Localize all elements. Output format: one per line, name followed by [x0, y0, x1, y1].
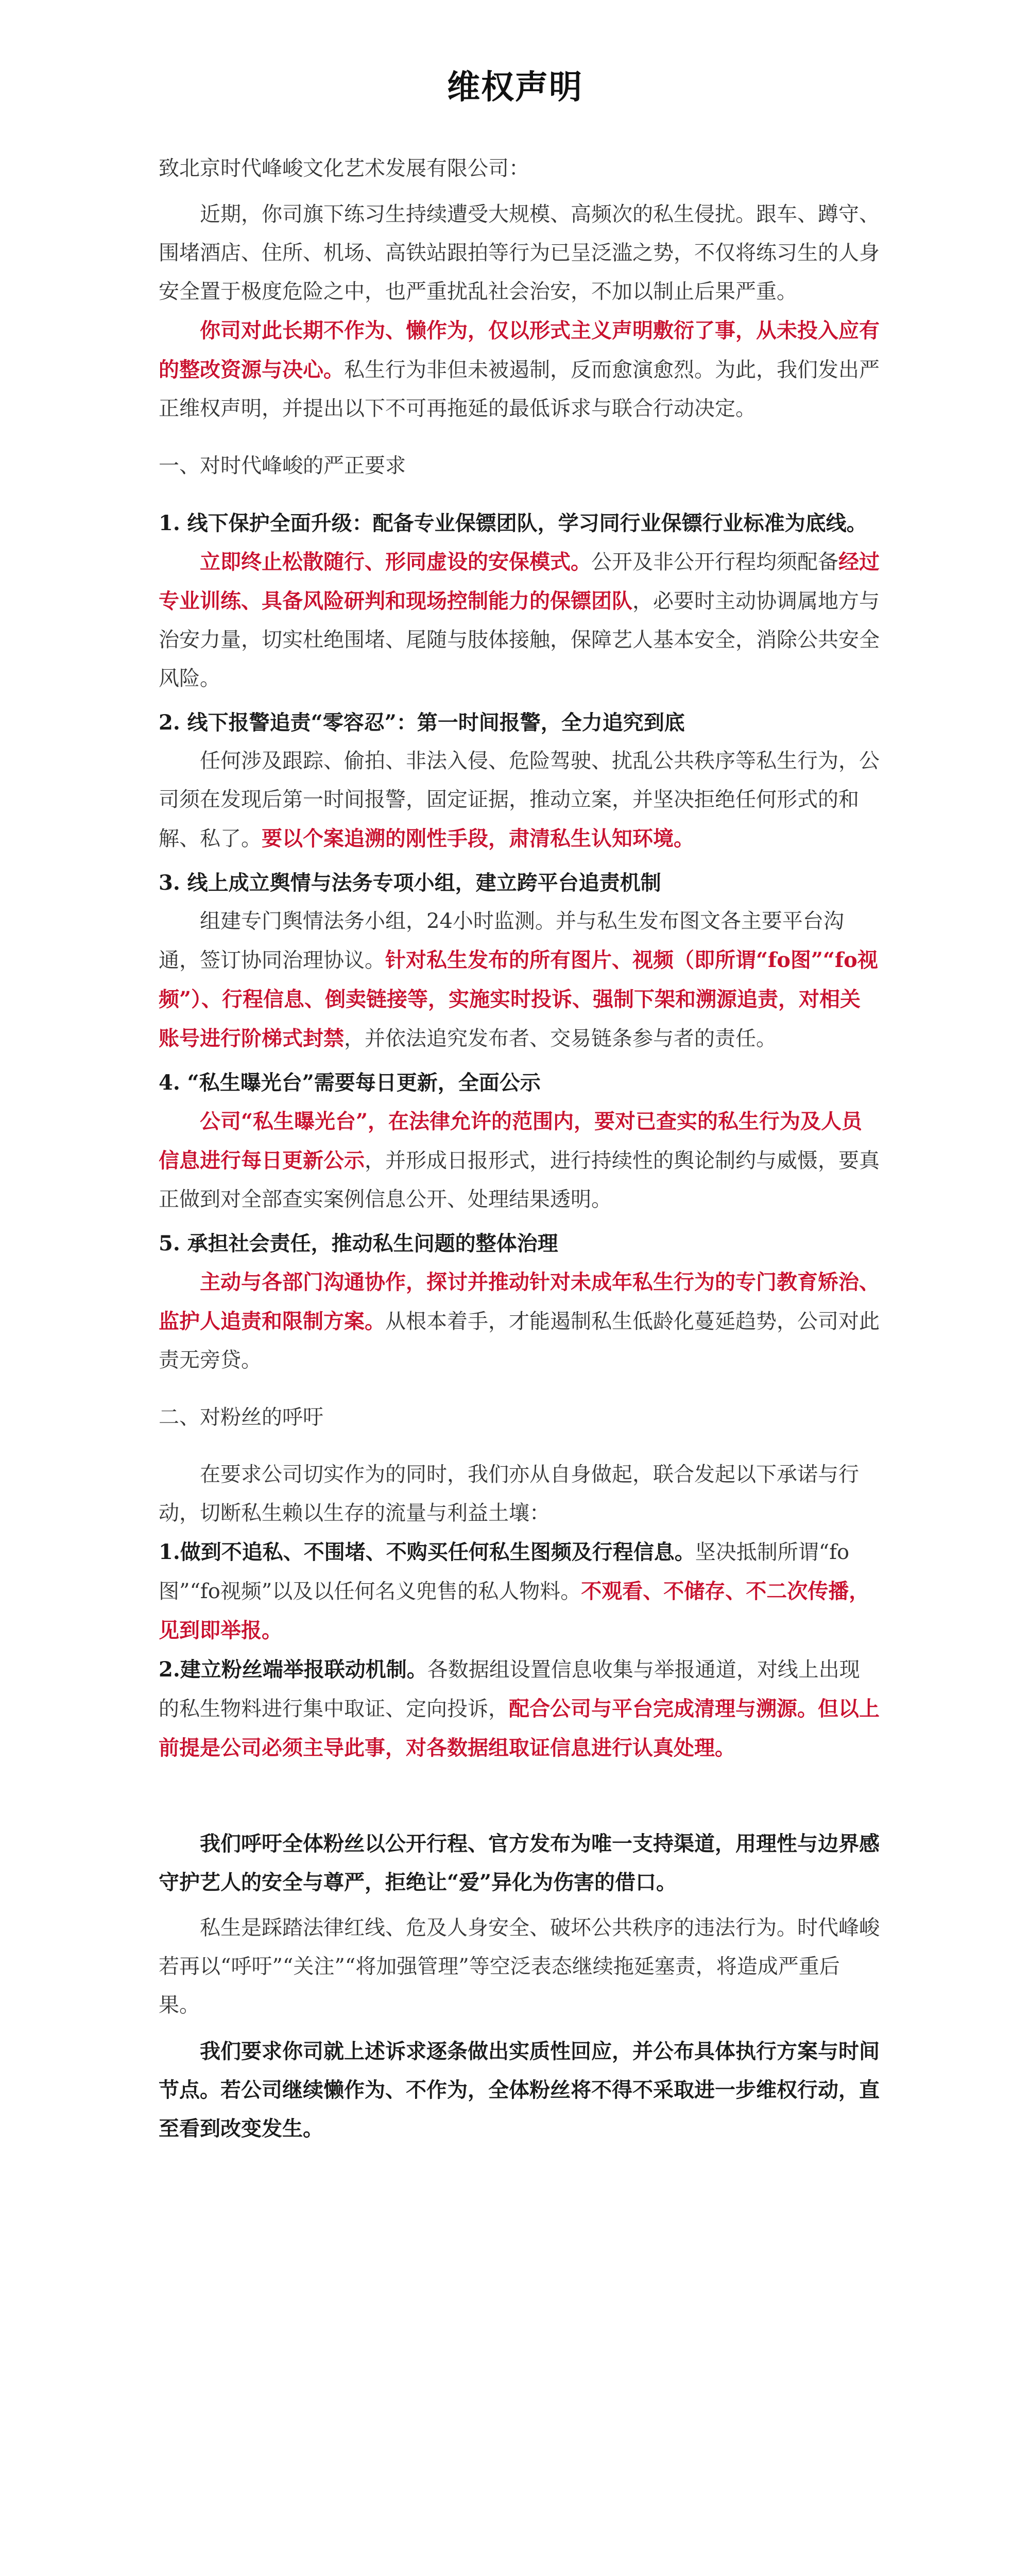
demand-2-body [159, 742, 880, 858]
page-title: 维权声明 [447, 69, 583, 107]
body-text: ，并依法追究发布者、交易链条参与者的责任。 [344, 1027, 777, 1050]
body-text: ，并形成日报形式，进行持续性的舆论制约与威慑，要真正做到对全部查实案例信息公开、处理结果透明。 [159, 1149, 880, 1211]
salutation: 致北京时代峰峻文化艺术发展有限公司： [159, 157, 529, 180]
fan-action-2 [159, 1650, 880, 1768]
intro-text: 私生行为非但未被遏制，反而愈演愈烈。为此，我们发出严正维权声明，并提出以下不可再拖延的最低诉求与联合行动决定。 [159, 358, 880, 420]
demand-3-body [159, 902, 880, 1058]
intro-paragraph-1 [159, 195, 880, 311]
body-text: 公开及非公开行程均须配备 [591, 550, 838, 574]
intro-red-text: 你司对此长期不作为、懒作为，仅以形式主义声明敷衍了事，从未投入应有的整改资源与决心。 [159, 318, 880, 382]
closing-paragraph-1: 我们呼吁全体粉丝以公开行程、官方发布为唯一支持渠道，用理性与边界感守护艺人的安全与尊严，拒绝让“爱”异化为伤害的借口。 [159, 1832, 880, 1894]
intro-paragraph-2 [159, 311, 880, 428]
demand-3-title: 3. 线上成立舆情与法务专项小组，建立跨平台追责机制 [159, 871, 661, 895]
body-text: 从根本着手，才能遏制私生低龄化蔓延趋势，公司对此责无旁贷。 [159, 1310, 880, 1372]
red-text: 针对私生发布的所有图片、视频（即所谓“fo图”“fo视频”）、行程信息、倒卖链接等，实施实时投诉、强制下架和溯源追责，对相关账号进行阶梯式封禁 [159, 948, 878, 1050]
body-text: 任何涉及跟踪、偷拍、非法入侵、危险驾驶、扰乱公共秩序等私生行为，公司须在发现后第一时间报警，固定证据，推动立案，并坚决拒绝任何形式的和解、私了。 [159, 749, 880, 851]
red-text: 要以个案追溯的刚性手段，肃清私生认知环境。 [262, 826, 694, 851]
bold-text: 1.做到不追私、不围堵、不购买任何私生图频及行程信息。 [159, 1540, 695, 1564]
section-1-heading: 一、对时代峰峻的严正要求 [159, 454, 406, 478]
closing-paragraph-3: 我们要求你司就上述诉求逐条做出实质性回应，并公布具体执行方案与时间节点。若公司继续懒作为、不作为，全体粉丝将不得不采取进一步维权行动，直至看到改变发生。 [159, 2039, 880, 2141]
bold-text: 2.建立粉丝端举报联动机制。 [159, 1657, 427, 1682]
demand-2-title: 2. 线下报警追责“零容忍”：第一时间报警，全力追究到底 [159, 710, 685, 735]
closing-paragraph-2: 私生是踩踏法律红线、危及人身安全、破坏公共秩序的违法行为。时代峰峻若再以“呼吁”“关注”“将加强管理”等空泛表态继续拖延塞责，将造成严重后果。 [159, 1916, 880, 2017]
red-text: 经过专业训练、具备风险研判和现场控制能力的保镖团队 [159, 550, 880, 613]
demand-4-body [159, 1102, 880, 1219]
section-2-heading: 二、对粉丝的呼吁 [159, 1405, 323, 1429]
demand-5-title: 5. 承担社会责任，推动私生问题的整体治理 [159, 1231, 558, 1256]
red-text: 公司“私生曝光台”，在法律允许的范围内，要对已查实的私生行为及人员信息进行每日更新公示 [159, 1109, 863, 1173]
red-text: 配合公司与平台完成清理与溯源。但以上前提是公司必须主导此事，对各数据组取证信息进行认真处理。 [159, 1697, 880, 1760]
demand-5-body [159, 1263, 880, 1380]
red-text: 立即终止松散随行、形同虚设的安保模式。 [200, 550, 591, 574]
fan-action-1 [159, 1533, 880, 1650]
red-text: 不观看、不储存、不二次传播，见到即举报。 [159, 1579, 870, 1642]
body-text: 各数据组设置信息收集与举报通道，对线上出现的私生物料进行集中取证、定向投诉， [159, 1658, 860, 1721]
intro-text: 近期，你司旗下练习生持续遭受大规模、高频次的私生侵扰。跟车、蹲守、围堵酒店、住所、机场、高铁站跟拍等行为已呈泛滥之势，不仅将练习生的人身安全置于极度危险之中，也严重扰乱社会治安，不加以制止后果严重。 [159, 202, 880, 303]
demand-1-body [159, 543, 880, 698]
body-text: ，必要时主动协调属地方与治安力量，切实杜绝围堵、尾随与肢体接触，保障艺人基本安全，消除公共安全风险。 [159, 589, 880, 690]
red-text: 主动与各部门沟通协作，探讨并推动针对未成年私生行为的专门教育矫治、监护人追责和限制方案。 [159, 1270, 880, 1333]
statement-body [159, 149, 880, 2148]
fan-call-intro: 在要求公司切实作为的同时，我们亦从自身做起，联合发起以下承诺与行动，切断私生赖以生存的流量与利益土壤： [159, 1463, 859, 1525]
body-text: 组建专门舆情法务小组，24小时监测。并与私生发布图文各主要平台沟通，签订协同治理协议。 [159, 909, 844, 972]
demand-4-title: 4. “私生曝光台”需要每日更新，全面公示 [159, 1071, 541, 1095]
demand-1-title: 1. 线下保护全面升级：配备专业保镖团队，学习同行业保镖行业标准为底线。 [159, 511, 867, 535]
body-text: 坚决抵制所谓“fo图”“fo视频”以及以任何名义兜售的私人物料。 [159, 1540, 850, 1603]
